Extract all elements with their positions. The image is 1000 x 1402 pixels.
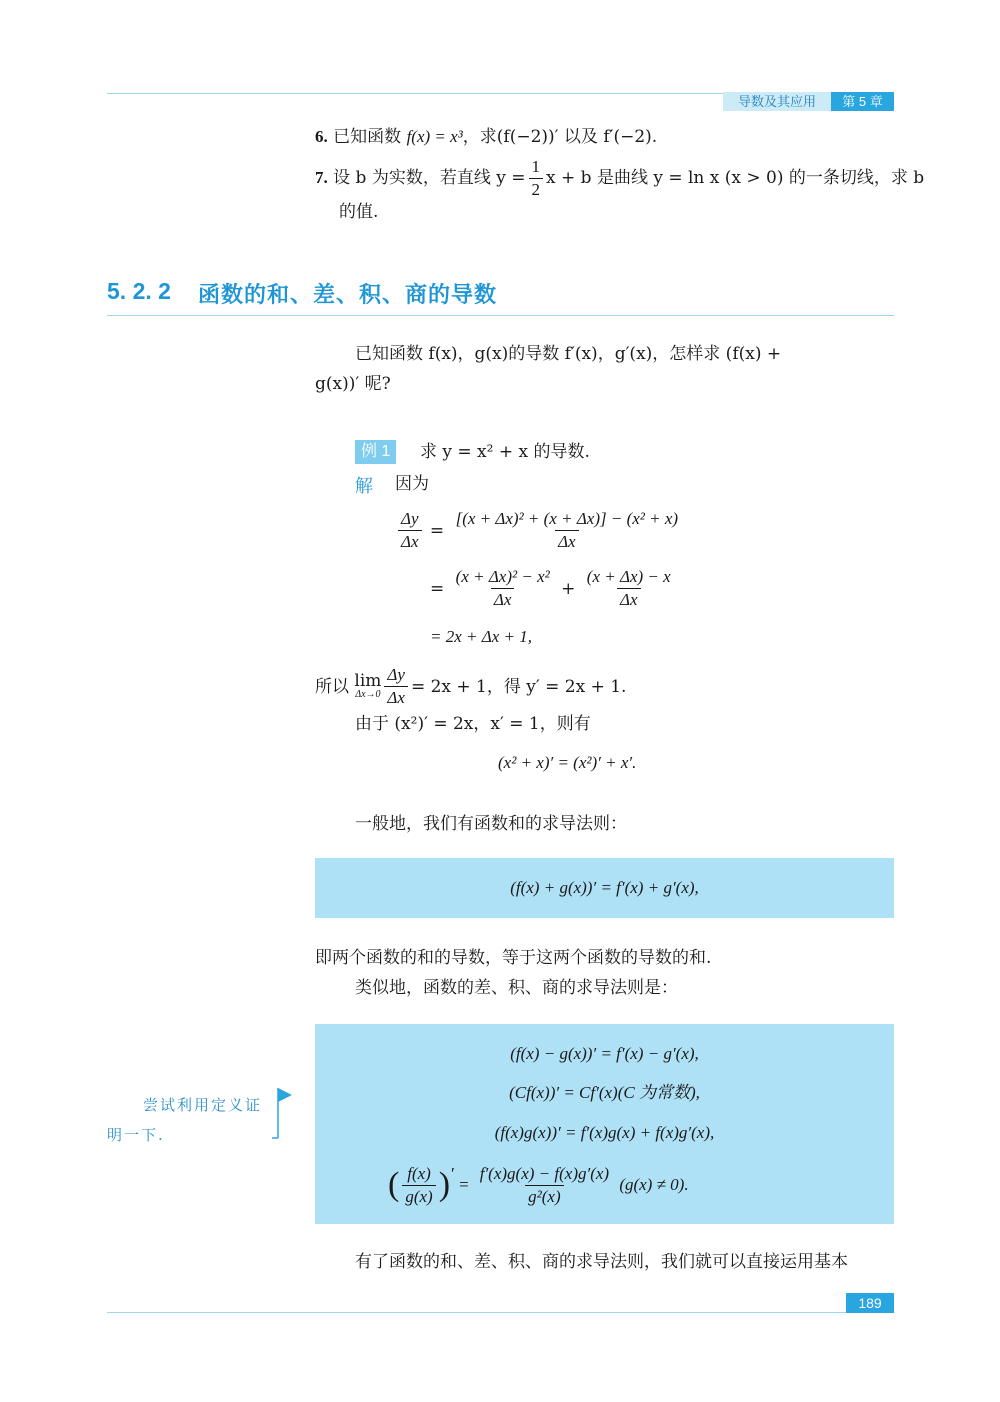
- header-title: 导数及其应用: [723, 92, 831, 111]
- equation-2: = $\frac{\text{(x + Δx)² − x²}}{\Delta x}$ + $\frac{(x + \Delta x) - x}{\Delta x}$: [430, 566, 677, 611]
- sum-rule: (f(x) + g(x))′ = f′(x) + g′(x),: [510, 878, 699, 897]
- eq2-fraction-b: $\frac{(x + \Delta x) - x}{\Delta x}$: [586, 567, 671, 609]
- header-rule: [107, 93, 723, 94]
- equation-3: = 2x + Δx + 1,: [430, 627, 532, 646]
- exercise-6: 6. 已知函数 f(x) = x³，求(f(−2))′ 以及 f′(−2).: [315, 127, 658, 147]
- example-result: (x² + x)′ = (x²)′ + x′.: [498, 753, 637, 772]
- running-header: [723, 92, 894, 111]
- solution-label: 解: [355, 476, 373, 497]
- side-note-line-1: 尝试利用定义证: [143, 1096, 263, 1114]
- limit-line: 所以 lim Δx→0 $\frac{\Delta y}{\Delta x}$ = 2x + 1，得 y′ = 2x + 1.: [315, 665, 627, 707]
- section-number: 5. 2. 2: [107, 278, 171, 304]
- delta-ratio: $\frac{\Delta y}{\Delta x}$: [398, 508, 422, 553]
- fraction-one-half: $\frac{1}{2}$: [529, 156, 544, 201]
- example-question: 求 y = x² + x 的导数.: [420, 442, 590, 462]
- quotient-lhs-fraction: $\frac{f(x)}{g(x)}$: [402, 1163, 435, 1208]
- eq1-rhs-fraction: $\frac{\text{[(x + Δx)² + (x + Δx)] − (x² + x)}}{\Delta x}$: [455, 509, 679, 551]
- exercise-7: 7. 设 b 为实数，若直线 y = $\frac{1}{2}$ x + b 是曲线 y = ln x (x > 0) 的一条切线，求 b: [315, 156, 925, 199]
- header-chapter: 第 5 章: [831, 92, 894, 111]
- closing-line: 有了函数的和、差、积、商的求导法则，我们就可以直接运用基本: [355, 1252, 848, 1272]
- intro-line-2: g(x))′ 呢?: [315, 374, 391, 394]
- general-line: 一般地，我们有函数和的求导法则：: [355, 814, 627, 834]
- section-title: 函数的和、差、积、商的导数: [198, 283, 498, 308]
- section-rule: [107, 315, 894, 316]
- because-line: 由于 (x²)′ = 2x，x′ = 1，则有: [355, 714, 591, 734]
- exercise-7-cont: 的值.: [339, 202, 379, 222]
- product-rule: (f(x)g(x))′ = f′(x)g(x) + f(x)g′(x),: [494, 1123, 715, 1142]
- flag-icon: [272, 1088, 296, 1140]
- equation-1: $\frac{\Delta y}{\Delta x}$ = $\frac{\text{[(x + Δx)² + (x + Δx)] − (x² + x)}}{\Delta x}$: [395, 508, 684, 553]
- example-label: 例 1: [355, 440, 396, 464]
- side-note-line-2: 明一下.: [107, 1126, 165, 1144]
- quotient-rhs-fraction: $\frac{f'(x)g(x) - f(x)g'(x)}{\text{g²(x)}}$: [479, 1163, 610, 1206]
- limit-fraction: $\frac{\Delta y}{\Delta x}$: [384, 664, 408, 709]
- similar-line: 类似地，函数的差、积、商的求导法则是：: [355, 978, 678, 998]
- solution-intro: 因为: [395, 474, 429, 494]
- side-note: [107, 1090, 262, 1150]
- quotient-rule: ( $\frac{f(x)}{g(x)}$ ) ′ = $\frac{f'(x)g(x) - f(x)g'(x)}{\text{g²(x)}}$ (g(x) ≠ 0).: [388, 1163, 689, 1206]
- constant-rule: (Cf(x))′ = Cf′(x)(C 为常数),: [509, 1083, 700, 1102]
- sum-explain: 即两个函数的和的导数，等于这两个函数的导数的和.: [315, 948, 712, 968]
- eq2-fraction-a: $\frac{\text{(x + Δx)² − x²}}{\Delta x}$: [455, 567, 550, 609]
- difference-rule: (f(x) − g(x))′ = f′(x) − g′(x),: [510, 1044, 699, 1063]
- intro-line-1: 已知函数 f(x)，g(x)的导数 f′(x)，g′(x)，怎样求 (f(x) +: [355, 344, 782, 364]
- page-number: 189: [846, 1293, 894, 1313]
- limit-operator: lim Δx→0: [354, 670, 382, 700]
- footer-rule: [107, 1312, 894, 1313]
